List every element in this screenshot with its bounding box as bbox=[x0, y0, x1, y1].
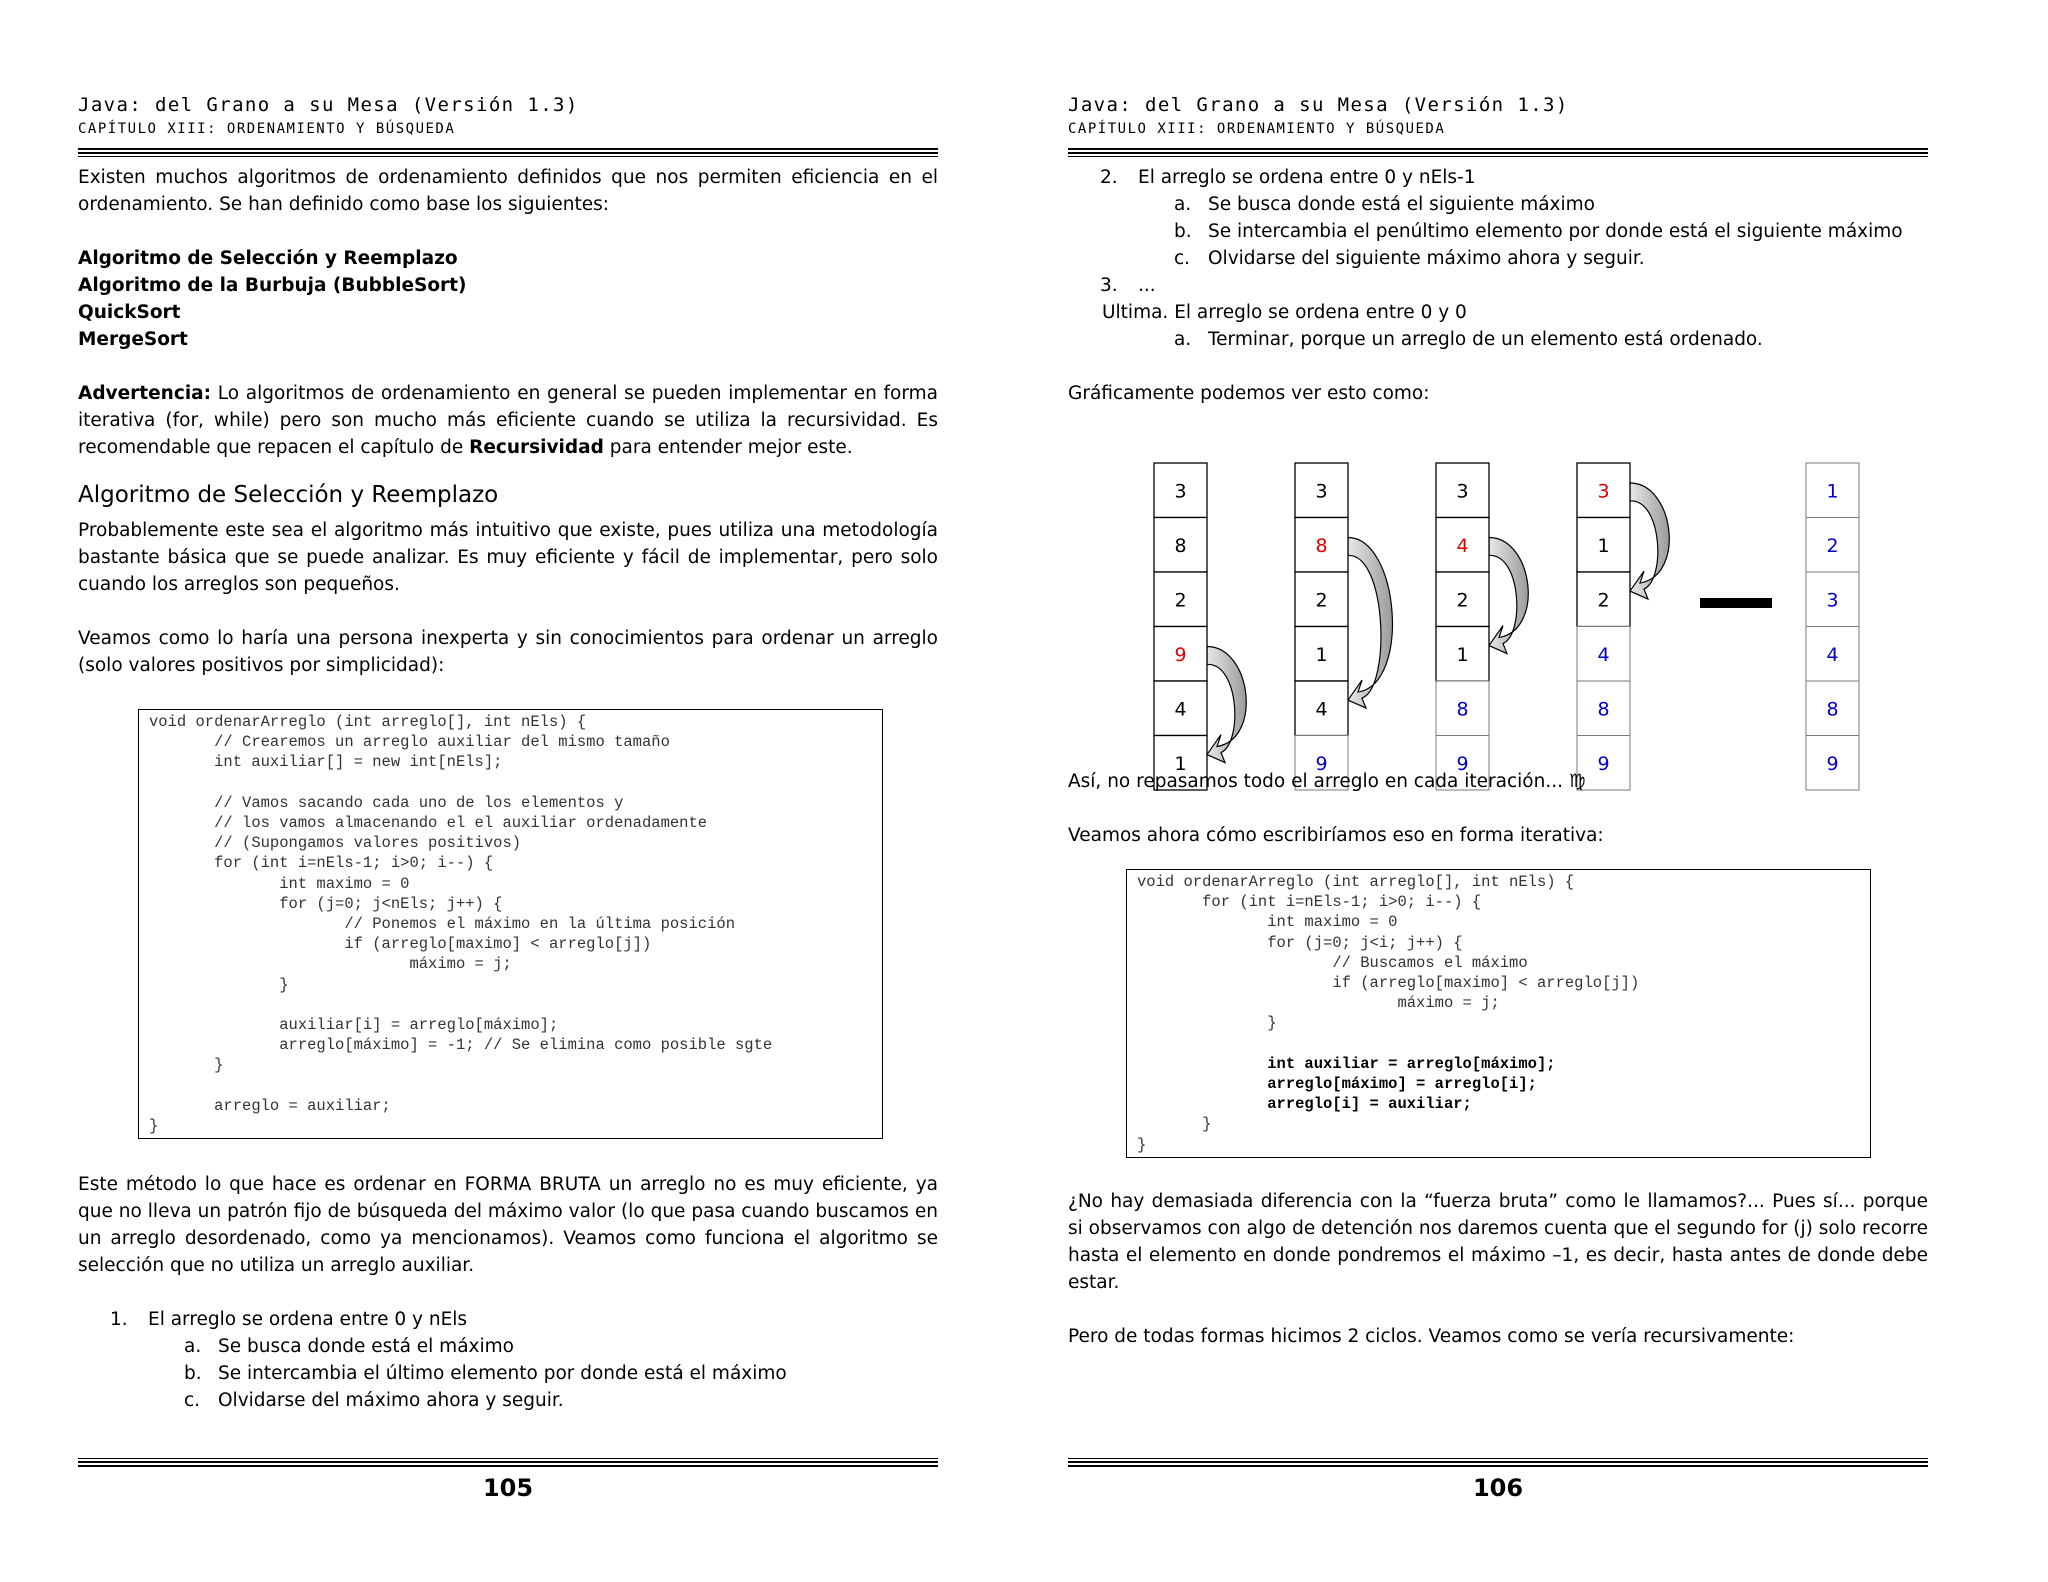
array-cell-value: 3 bbox=[1597, 480, 1610, 503]
footer-rule bbox=[1068, 1458, 1928, 1467]
after-code-paragraph: ¿No hay demasiada diferencia con la “fuerza bruta” como le llamamos?... Pues sí... porque si observamos con algo de detención nos daremos cuenta que el segundo for (j) solo recorre hasta el elemento en donde pondremos el máximo –1, es decir, hasta antes de donde debe estar. bbox=[1068, 1190, 1928, 1293]
code-line: // Ponemos el máximo en la última posición bbox=[149, 915, 735, 934]
step-item bbox=[1068, 272, 1928, 299]
header-rule bbox=[78, 148, 938, 157]
swap-arrow bbox=[1630, 483, 1669, 599]
array-cell-value: 3 bbox=[1315, 480, 1328, 503]
sub-step-text: Se busca donde está el máximo bbox=[218, 1336, 514, 1358]
section-paragraph: Probablemente este sea el algoritmo más intuitivo que existe, pues utiliza una metodología bastante básica que se puede analizar. Es muy eficiente y fácil de implementar, pero solo cuando los arreglos son pequeños. bbox=[78, 520, 938, 595]
code-line: máximo = j; bbox=[1137, 994, 1500, 1013]
header-rule bbox=[1068, 148, 1928, 157]
book-title: Java: del Grano a su Mesa (Versión 1.3) bbox=[78, 94, 579, 116]
iterative-intro: Veamos ahora cómo escribiríamos eso en forma iterativa: bbox=[1068, 825, 1604, 846]
footer-rule bbox=[78, 1458, 938, 1467]
code-line: void ordenarArreglo (int arreglo[], int nEls) { bbox=[1137, 873, 1575, 891]
code-line: for (int i=nEls-1; i>0; i--) { bbox=[149, 854, 494, 873]
chapter-title: CAPÍTULO XIII: ORDENAMIENTO Y BÚSQUEDA bbox=[1068, 121, 1446, 137]
code-line: if (arreglo[maximo] < arreglo[j]) bbox=[1137, 974, 1640, 993]
code-line bbox=[149, 995, 872, 1015]
last-step-item: Ultima. El arreglo se ordena entre 0 y 0 bbox=[1102, 302, 1467, 323]
code-line: // Vamos sacando cada uno de los elementos y bbox=[149, 793, 624, 812]
steps-list bbox=[78, 1306, 938, 1414]
array-cell-value: 9 bbox=[1315, 752, 1328, 775]
code-line: if (arreglo[maximo] < arreglo[j]) bbox=[149, 935, 652, 954]
sub-step-text: Olvidarse del siguiente máximo ahora y seguir. bbox=[1208, 248, 1645, 269]
code-line: for (j=0; j<nEls; j++) { bbox=[149, 894, 503, 913]
array-cell-value: 8 bbox=[1597, 698, 1610, 721]
sub-step-letter: b. bbox=[184, 1363, 202, 1385]
code-line: for (j=0; j<i; j++) { bbox=[1137, 933, 1463, 952]
step-item bbox=[78, 1306, 938, 1333]
code-block-brute bbox=[138, 709, 883, 1139]
code-line: // Buscamos el máximo bbox=[1137, 953, 1528, 972]
section-paragraph: Veamos como lo haría una persona inexperta y sin conocimientos para ordenar un arreglo (solo valores positivos por simplicidad): bbox=[78, 628, 938, 676]
array-cell-value: 1 bbox=[1315, 643, 1328, 666]
warning-bold: Recursividad bbox=[469, 437, 604, 458]
code-line: for (int i=nEls-1; i>0; i--) { bbox=[1137, 893, 1482, 912]
array-cell-value: 8 bbox=[1315, 534, 1328, 557]
array-cell-value: 4 bbox=[1174, 698, 1187, 721]
code-line: } bbox=[1137, 1135, 1147, 1154]
array-column bbox=[1154, 463, 1207, 790]
array-cell-value: 2 bbox=[1174, 589, 1187, 612]
swap-arrow bbox=[1489, 537, 1528, 653]
sub-step-letter: b. bbox=[1174, 221, 1192, 242]
array-cell-value: 2 bbox=[1826, 534, 1839, 557]
code-line: int auxiliar = arreglo[máximo]; bbox=[1137, 1054, 1556, 1073]
sub-step-text: Terminar, porque un arreglo de un elemento está ordenado. bbox=[1208, 329, 1763, 350]
array-cell-value: 2 bbox=[1597, 589, 1610, 612]
intro-paragraph: Existen muchos algoritmos de ordenamiento definidos que nos permiten eficiencia en el ordenamiento. Se han definido como base los siguientes: bbox=[78, 167, 938, 215]
array-cell-value: 4 bbox=[1597, 643, 1610, 666]
array-cell-value: 1 bbox=[1597, 534, 1610, 557]
steps-list-continued bbox=[1068, 164, 1928, 353]
sub-step-item bbox=[1068, 326, 1928, 353]
code-line: } bbox=[149, 1117, 159, 1136]
algorithm-item: Algoritmo de Selección y Reemplazo bbox=[78, 248, 458, 269]
graphic-intro: Gráficamente podemos ver esto como: bbox=[1068, 383, 1430, 404]
code-line bbox=[149, 1076, 872, 1096]
right-body bbox=[1068, 164, 1928, 1377]
sub-step-item bbox=[1068, 191, 1928, 218]
sub-step-letter: a. bbox=[1174, 194, 1192, 215]
code-line: } bbox=[149, 1056, 224, 1075]
closing-paragraph: Pero de todas formas hicimos 2 ciclos. Veamos como se vería recursivamente: bbox=[1068, 1325, 1795, 1347]
code-line: int maximo = 0 bbox=[149, 874, 410, 893]
sub-step-text: Olvidarse del máximo ahora y seguir. bbox=[218, 1390, 564, 1412]
code-line: } bbox=[1137, 1115, 1212, 1134]
array-cell-value: 3 bbox=[1456, 480, 1469, 503]
array-cell-value: 4 bbox=[1315, 698, 1328, 721]
sub-step-item bbox=[1068, 245, 1928, 272]
step-number: 2. bbox=[1100, 167, 1118, 188]
page-number: 106 bbox=[1472, 1474, 1524, 1502]
code-line bbox=[1137, 1034, 1860, 1054]
sub-step-item bbox=[78, 1333, 938, 1360]
array-column bbox=[1295, 463, 1348, 790]
swap-arrow bbox=[1348, 537, 1392, 708]
array-column bbox=[1577, 463, 1630, 790]
step-text: El arreglo se ordena entre 0 y nEls bbox=[148, 1309, 468, 1331]
code-line: arreglo[máximo] = arreglo[i]; bbox=[1137, 1075, 1537, 1094]
code-line: void ordenarArreglo (int arreglo[], int nEls) { bbox=[149, 713, 587, 731]
sub-step-item bbox=[78, 1360, 938, 1387]
left-body bbox=[78, 164, 938, 1414]
sorting-diagram bbox=[1068, 432, 1928, 775]
after-graphic-paragraph: Así, no repasamos todo el arreglo en cada iteración... ♍ bbox=[1068, 771, 1586, 792]
array-cell-value: 9 bbox=[1456, 752, 1469, 775]
step-number: 3. bbox=[1100, 275, 1118, 296]
step-number: 1. bbox=[110, 1309, 128, 1331]
step-text: El arreglo se ordena entre 0 y nEls-1 bbox=[1138, 167, 1476, 188]
code-line: } bbox=[1137, 1014, 1277, 1033]
swap-arrow bbox=[1207, 646, 1246, 762]
code-line: máximo = j; bbox=[149, 955, 512, 974]
book-title: Java: del Grano a su Mesa (Versión 1.3) bbox=[1068, 94, 1569, 116]
array-cell-value: 3 bbox=[1174, 480, 1187, 503]
code-line: arreglo[máximo] = -1; // Se elimina como posible sgte bbox=[149, 1036, 773, 1055]
page-number: 105 bbox=[482, 1474, 534, 1502]
array-column bbox=[1806, 463, 1859, 790]
array-cell-value: 3 bbox=[1826, 589, 1839, 612]
sub-step-letter: c. bbox=[184, 1390, 201, 1412]
algorithm-item: QuickSort bbox=[78, 302, 181, 323]
ellipsis-dash bbox=[1700, 598, 1772, 608]
code-line: // (Supongamos valores positivos) bbox=[149, 834, 522, 853]
array-cell-value: 4 bbox=[1826, 643, 1839, 666]
array-columns bbox=[1154, 463, 1859, 790]
code-line: arreglo = auxiliar; bbox=[149, 1096, 391, 1115]
warning-text: Lo algoritmos de ordenamiento en general se pueden implementar en forma iterativa (for, while) pero son mucho más eficiente cuando se utiliza la recursividad. Es recomendable que repacen el capítulo de bbox=[78, 383, 938, 458]
sub-step-letter: a. bbox=[1174, 329, 1192, 350]
array-cell-value: 4 bbox=[1456, 534, 1469, 557]
warning-paragraph bbox=[78, 380, 938, 461]
algorithm-item: Algoritmo de la Burbuja (BubbleSort) bbox=[78, 275, 467, 296]
array-cell-value: 9 bbox=[1826, 752, 1839, 775]
array-cell-value: 1 bbox=[1826, 480, 1839, 503]
array-cell-value: 2 bbox=[1456, 589, 1469, 612]
sub-step-letter: a. bbox=[184, 1336, 202, 1358]
array-cell-value: 2 bbox=[1315, 589, 1328, 612]
array-cell-value: 8 bbox=[1826, 698, 1839, 721]
code-line: } bbox=[149, 975, 289, 994]
code-line: arreglo[i] = auxiliar; bbox=[1137, 1095, 1472, 1114]
section-heading: Algoritmo de Selección y Reemplazo bbox=[78, 482, 499, 508]
warning-end: para entender mejor este. bbox=[603, 437, 853, 458]
after-code-paragraph: Este método lo que hace es ordenar en FORMA BRUTA un arreglo no es muy eficiente, ya que no lleva un patrón fijo de búsqueda del máximo valor (lo que pasa cuando buscamos en un arreglo desordenado, como ya mencionamos). Veamos como funciona el algoritmo se selección que no utiliza un arreglo auxiliar. bbox=[78, 1174, 938, 1277]
code-line: // los vamos almacenando el el auxiliar ordenadamente bbox=[149, 814, 708, 833]
code-line: auxiliar[i] = arreglo[máximo]; bbox=[149, 1016, 559, 1035]
array-cell-value: 8 bbox=[1456, 698, 1469, 721]
step-text: ... bbox=[1138, 275, 1156, 296]
chapter-title: CAPÍTULO XIII: ORDENAMIENTO Y BÚSQUEDA bbox=[78, 121, 456, 137]
right-page bbox=[1068, 0, 1928, 1582]
algorithm-item: MergeSort bbox=[78, 329, 188, 350]
sub-step-item bbox=[78, 1387, 938, 1414]
array-column bbox=[1436, 463, 1489, 790]
array-cell-value: 8 bbox=[1174, 534, 1187, 557]
warning-label: Advertencia: bbox=[78, 383, 212, 404]
code-line: int maximo = 0 bbox=[1137, 913, 1398, 932]
array-cell-value: 1 bbox=[1174, 752, 1187, 775]
code-block-iterative bbox=[1126, 869, 1871, 1158]
sub-step-text: Se intercambia el último elemento por donde está el máximo bbox=[218, 1363, 787, 1385]
sub-step-text: Se busca donde está el siguiente máximo bbox=[1208, 194, 1595, 215]
array-cell-value: 9 bbox=[1597, 752, 1610, 775]
sub-step-text: Se intercambia el penúltimo elemento por donde está el siguiente máximo bbox=[1208, 221, 1903, 242]
array-cell-value: 9 bbox=[1174, 643, 1187, 666]
code-line bbox=[149, 773, 872, 793]
code-line: // Crearemos un arreglo auxiliar del mismo tamaño bbox=[149, 733, 670, 752]
code-line: int auxiliar[] = new int[nEls]; bbox=[149, 753, 503, 772]
left-page bbox=[78, 0, 938, 1582]
step-item bbox=[1068, 164, 1928, 191]
sub-step-letter: c. bbox=[1174, 248, 1191, 269]
sub-step-item bbox=[1068, 218, 1928, 245]
array-cell-value: 1 bbox=[1456, 643, 1469, 666]
